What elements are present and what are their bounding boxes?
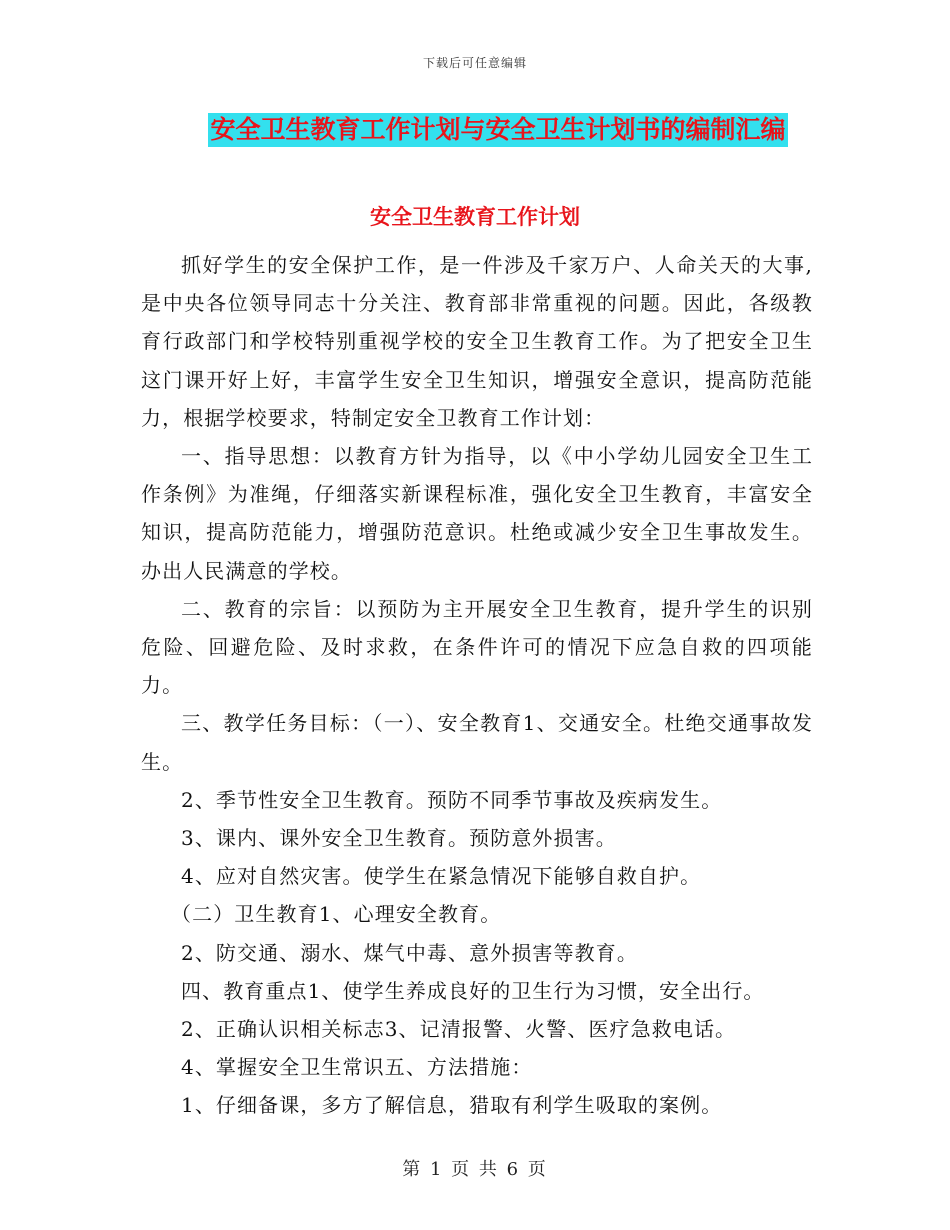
paragraph: 二、教育的宗旨：以预防为主开展安全卫生教育，提升学生的识别危险、回避危险、及时求救，在条件许可的情况下应急自救的四项能力。 [141,596,813,698]
paragraph: 一、指导思想：以教育方针为指导，以《中小学幼儿园安全卫生工作条例》为准绳，仔细落实新课程标准，强化安全卫生教育，丰富安全知识，提高防范能力，增强防范意识。杜绝或减少安全卫生事故发生。办出人民满意的学校。 [141,444,813,583]
paragraph: （二）卫生教育1、心理安全教育。 [171,902,502,927]
paragraph: 4、应对自然灾害。使学生在紧急情况下能够自救自护。 [181,864,702,889]
section-title: 安全卫生教育工作计划 [370,205,580,229]
paragraph: 2、正确认识相关标志3、记清报警、火警、医疗急救电话。 [181,1017,737,1042]
paragraph: 4、掌握安全卫生常识五、方法措施： [181,1055,533,1080]
paragraph: 2、季节性安全卫生教育。预防不同季节事故及疾病发生。 [181,787,723,812]
paragraph: 1、仔细备课，多方了解信息，猎取有利学生吸取的案例。 [181,1093,723,1118]
paragraph: 三、教学任务目标：（一）、安全教育1、交通安全。杜绝交通事故发生。 [141,711,813,774]
doc-title: 安全卫生教育工作计划与安全卫生计划书的编制汇编 [208,113,787,147]
paragraph: 抓好学生的安全保护工作，是一件涉及千家万户、人命关天的大事,是中央各位领导同志十分关注、教育部非常重视的问题。因此，各级教育行政部门和学校特别重视学校的安全卫生教育工作。为了把安全卫生这门课开好上好，丰富学生安全卫生知识，增强安全意识，提高防范能力，根据学校要求，特制定安全卫教育工作计划： [141,253,813,430]
paragraph: 四、教育重点1、使学生养成良好的卫生行为习惯，安全出行。 [181,978,765,1003]
header-note: 下载后可任意编辑 [422,56,527,70]
doc-title-wrap [0,113,950,147]
document-body [141,246,813,1125]
paragraph: 3、课内、课外安全卫生教育。预防意外损害。 [181,826,617,851]
page-footer: 第 1 页 共 6 页 [402,1159,548,1180]
paragraph: 2、防交通、溺水、煤气中毒、意外损害等教育。 [181,940,638,965]
